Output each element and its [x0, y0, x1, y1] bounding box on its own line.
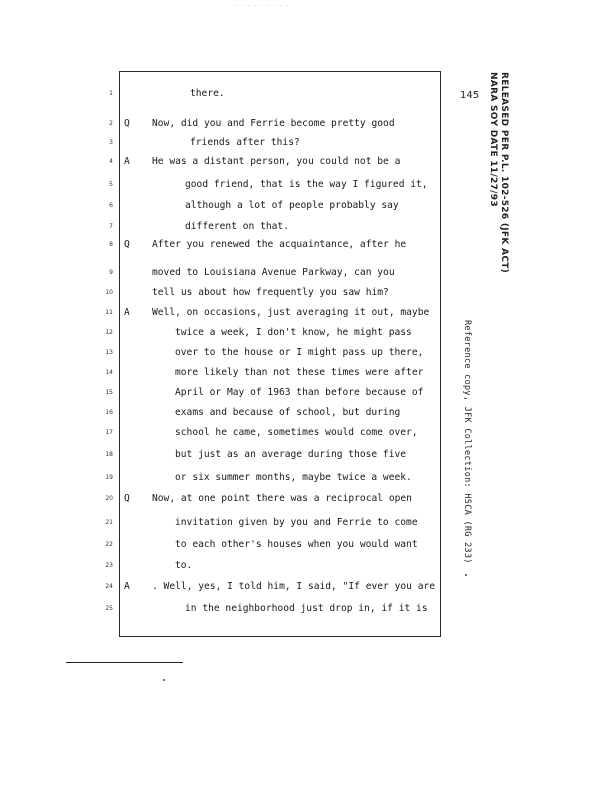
line-text: . Well, yes, I told him, I said, "If ever you are	[152, 581, 436, 592]
line-text: Now, at one point there was a reciprocal open	[152, 493, 412, 504]
speaker-label: Q	[124, 493, 130, 504]
line-text: He was a distant person, you could not be a	[152, 156, 401, 167]
line-text: exams and because of school, but during	[175, 407, 401, 418]
release-stamp-line-2: NARA SOY DATE 11/27/93	[488, 72, 498, 207]
line-text: or six summer months, maybe twice a week.	[175, 472, 412, 483]
line-text: April or May of 1963 than before because of	[175, 387, 424, 398]
line-number: 21	[105, 519, 113, 526]
line-number: 16	[105, 409, 113, 416]
line-text: more likely than not these times were after	[175, 367, 424, 378]
line-number: 23	[105, 562, 113, 569]
line-number: 25	[105, 605, 113, 612]
line-number: 22	[105, 541, 113, 548]
line-text: over to the house or I might pass up there,	[175, 347, 424, 358]
line-text: different on that.	[185, 221, 289, 232]
line-number: 4	[109, 158, 113, 165]
line-number: 13	[105, 349, 113, 356]
speaker-label: A	[124, 307, 130, 318]
line-number: 19	[105, 474, 113, 481]
speaker-label: Q	[124, 239, 130, 250]
speck-mark	[163, 679, 165, 681]
line-text: twice a week, I don't know, he might pass	[175, 327, 412, 338]
line-text: although a lot of people probably say	[185, 200, 399, 211]
footer-rule	[66, 662, 183, 663]
line-text: good friend, that is the way I figured it,	[185, 179, 428, 190]
line-text: friends after this?	[190, 137, 300, 148]
faint-header-stamp: · · · · · · · · ·	[235, 2, 290, 10]
speaker-label: A	[124, 581, 130, 592]
speaker-label: Q	[124, 118, 130, 129]
line-number: 10	[105, 289, 113, 296]
line-number: 24	[105, 583, 113, 590]
line-number: 12	[105, 329, 113, 336]
line-text: Well, on occasions, just averaging it out, maybe	[152, 307, 430, 318]
line-number: 1	[109, 90, 113, 97]
line-text: but just as an average during those five	[175, 449, 407, 460]
line-number: 8	[109, 241, 113, 248]
collection-note: Reference copy, JFK Collection: HSCA (RG 233)	[462, 320, 472, 564]
line-text: school he came, sometimes would come over,	[175, 427, 418, 438]
line-text: After you renewed the acquaintance, after he	[152, 239, 407, 250]
speck-mark	[465, 574, 467, 576]
line-text: invitation given by you and Ferrie to come	[175, 517, 418, 528]
line-number: 17	[105, 429, 113, 436]
line-number: 15	[105, 389, 113, 396]
line-number: 3	[109, 139, 113, 146]
line-text: Now, did you and Ferrie become pretty good	[152, 118, 395, 129]
line-number: 11	[105, 309, 113, 316]
page-number: 145	[460, 90, 480, 101]
line-text: to each other's houses when you would want	[175, 539, 418, 550]
line-number: 5	[109, 181, 113, 188]
line-number: 9	[109, 269, 113, 276]
line-text: to.	[175, 560, 193, 571]
line-number: 14	[105, 369, 113, 376]
line-text: there.	[190, 88, 225, 99]
line-number: 7	[109, 223, 113, 230]
line-text: tell us about how frequently you saw him?	[152, 287, 389, 298]
release-stamp	[487, 72, 509, 273]
release-stamp-line-1: RELEASED PER P.L. 102-526 (JFK ACT)	[499, 72, 509, 274]
line-text: moved to Louisiana Avenue Parkway, can you	[152, 267, 395, 278]
line-number: 2	[109, 120, 113, 127]
line-text: in the neighborhood just drop in, if it is	[185, 603, 428, 614]
line-number: 18	[105, 451, 113, 458]
line-number: 6	[109, 202, 113, 209]
line-number: 20	[105, 495, 113, 502]
speaker-label: A	[124, 156, 130, 167]
